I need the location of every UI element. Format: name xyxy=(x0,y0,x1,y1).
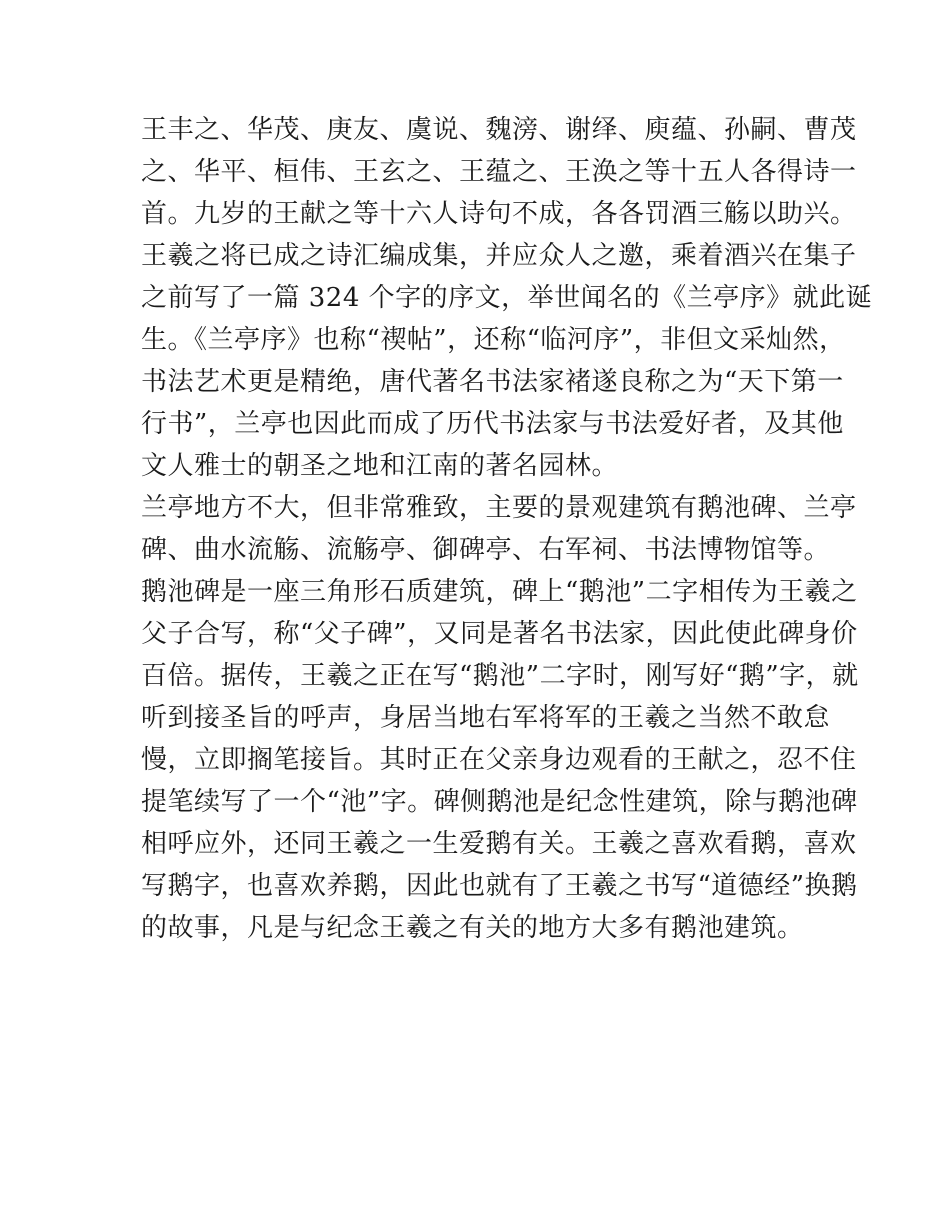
text-line: 父子合写，称“父子碑”，又同是著名书法家，因此使此碑身价 xyxy=(141,619,858,649)
text-line: 首。九岁的王献之等十六人诗句不成，各各罚酒三觞以助兴。 xyxy=(141,199,857,229)
text-line: 王羲之将已成之诗汇编成集，并应众人之邀，乘着酒兴在集子 xyxy=(141,241,857,271)
text-line: 百倍。据传，王羲之正在写“鹅池”二字时，刚写好“鹅”字，就 xyxy=(141,661,859,691)
text-line: 听到接圣旨的呼声，身居当地右军将军的王羲之当然不敢怠 xyxy=(141,703,831,733)
text-line: 生。《兰亭序》也称“禊帖”，还称“临河序”，非但文采灿然， xyxy=(141,325,846,355)
text-line: 文人雅士的朝圣之地和江南的著名园林。 xyxy=(141,451,619,481)
text-line: 王丰之、华茂、庚友、虞说、魏滂、谢绎、庾蕴、孙嗣、曹茂 xyxy=(141,115,857,145)
text-line: 提笔续写了一个“池”字。碑侧鹅池是纪念性建筑，除与鹅池碑 xyxy=(141,787,858,817)
text-line: 书法艺术更是精绝，唐代著名书法家褚遂良称之为“天下第一 xyxy=(141,367,844,397)
text-line: 写鹅字，也喜欢养鹅，因此也就有了王羲之书写“道德经”换鹅 xyxy=(141,871,858,901)
text-line: 行书”，兰亭也因此而成了历代书法家与书法爱好者，及其他 xyxy=(141,409,844,439)
text-line: 的故事，凡是与纪念王羲之有关的地方大多有鹅池建筑。 xyxy=(141,913,804,943)
text-line: 之、华平、桓伟、王玄之、王蕴之、王涣之等十五人各得诗一 xyxy=(141,157,857,187)
text-line: 之前写了一篇 324 个字的序文，举世闻名的《兰亭序》就此诞 xyxy=(141,283,873,313)
text-line: 相呼应外，还同王羲之一生爱鹅有关。王羲之喜欢看鹅，喜欢 xyxy=(141,829,857,859)
text-line: 鹅池碑是一座三角形石质建筑，碑上“鹅池”二字相传为王羲之 xyxy=(141,577,858,607)
text-line: 碑、曲水流觞、流觞亭、御碑亭、右军祠、书法博物馆等。 xyxy=(141,535,831,565)
text-lines xyxy=(141,110,873,949)
body-text xyxy=(141,110,873,949)
text-line: 兰亭地方不大，但非常雅致，主要的景观建筑有鹅池碑、兰亭 xyxy=(141,493,857,523)
text-line: 慢，立即搁笔接旨。其时正在父亲身边观看的王献之，忍不住 xyxy=(141,745,857,775)
